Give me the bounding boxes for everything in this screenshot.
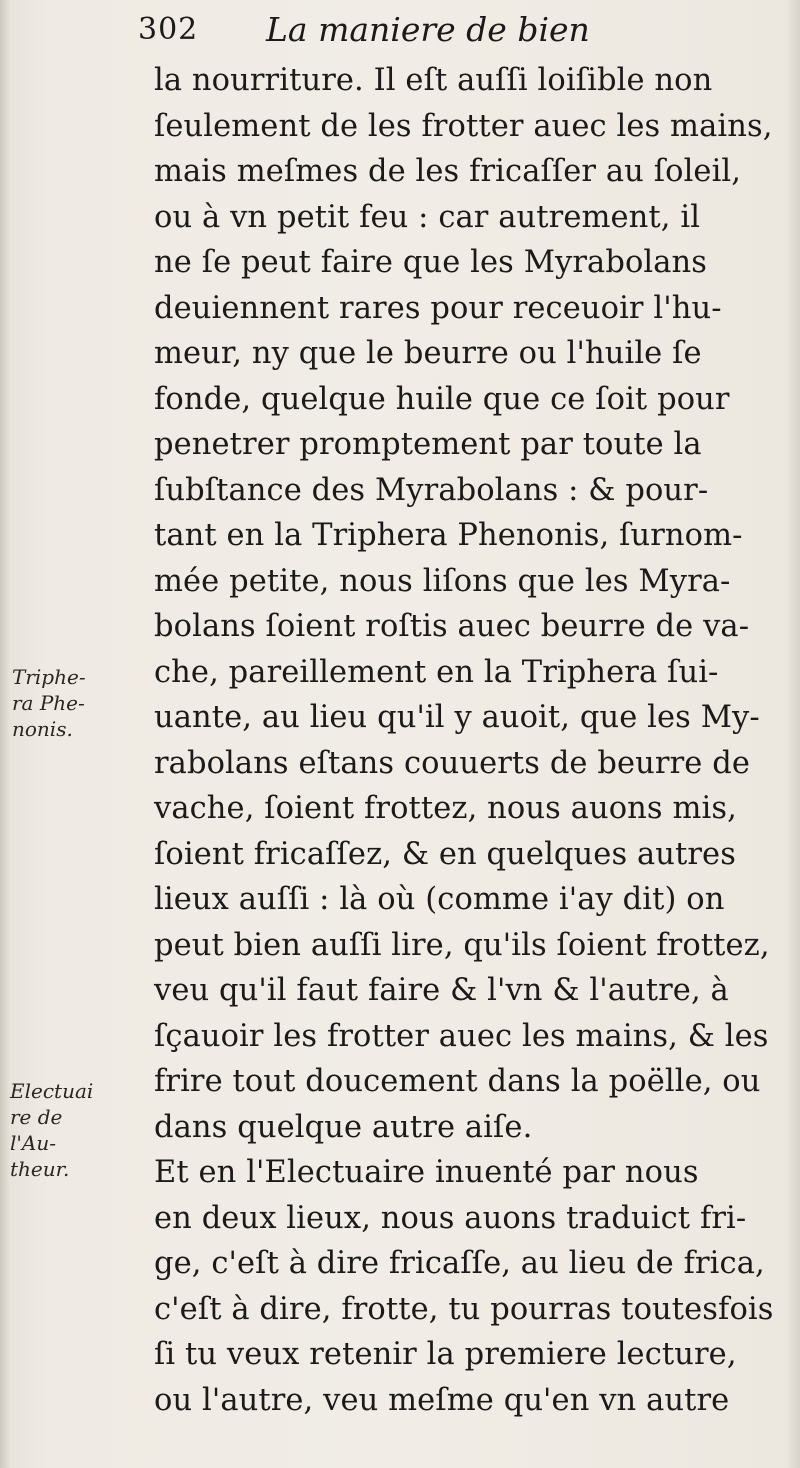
text-line: frire tout doucement dans la poëlle, ou xyxy=(154,1064,761,1099)
text-line: peut bien auſſi lire, qu'ils ſoient frottez, xyxy=(154,927,770,963)
margin-note-line: nonis. xyxy=(12,717,73,741)
text-line: ou à vn petit feu : car autrement, il xyxy=(154,199,701,235)
text-line: che, pareillement en la Triphera ſui- xyxy=(154,654,719,690)
text-line: c'eſt à dire, frotte, tu pourras toutesfois xyxy=(154,1291,774,1327)
text-line: Et en l'Electuaire inuenté par nous xyxy=(154,1155,699,1190)
text-line: meur, ny que le beurre ou l'huile ſe xyxy=(154,336,702,371)
running-head: La maniere de bien xyxy=(266,10,590,49)
text-line: ſubſtance des Myrabolans : & pour- xyxy=(154,472,709,508)
text-line: uante, au lieu qu'il y auoit, que les My- xyxy=(154,700,760,735)
margin-note-electuaire xyxy=(10,1078,93,1182)
text-line: ſi tu veux retenir la premiere lecture, xyxy=(154,1337,737,1372)
margin-note-line: re de xyxy=(10,1105,63,1129)
text-line: deuiennent rares pour receuoir l'hu- xyxy=(154,290,722,326)
text-line: tant en la Triphera Phenonis, ſurnom- xyxy=(154,518,743,553)
text-line: ne ſe peut faire que les Myrabolans xyxy=(154,245,708,280)
text-line: vache, ſoient frottez, nous auons mis, xyxy=(154,791,737,826)
body-text xyxy=(154,58,794,1423)
margin-note-line: Triphe- xyxy=(12,665,86,689)
page-edge-shadow xyxy=(786,0,800,1468)
text-line: en deux lieux, nous auons traduict fri- xyxy=(154,1200,747,1236)
margin-note-triphera xyxy=(12,664,86,742)
text-line: lieux auſſi : là où (comme i'ay dit) on xyxy=(154,882,725,917)
margin-note-line: l'Au- xyxy=(10,1131,56,1155)
text-line: ſeulement de les frotter auec les mains, xyxy=(154,108,773,144)
page-gutter-shadow xyxy=(0,0,10,1468)
margin-note-line: theur. xyxy=(10,1157,70,1181)
text-line: la nourriture. Il eſt auſſi loiſible non xyxy=(154,63,713,98)
text-line: bolans ſoient roſtis auec beurre de va- xyxy=(154,609,750,644)
text-line: veu qu'il faut faire & l'vn & l'autre, à xyxy=(154,973,729,1008)
text-line: ou l'autre, veu meſme qu'en vn autre xyxy=(154,1382,730,1418)
text-line: mée petite, nous liſons que les Myra- xyxy=(154,563,731,599)
text-line: mais meſmes de les fricaſſer au ſoleil, xyxy=(154,154,742,189)
text-line: dans quelque autre aiſe. xyxy=(154,1109,533,1145)
text-line: ge, c'eſt à dire fricaſſe, au lieu de frica, xyxy=(154,1246,765,1281)
margin-note-line: ra Phe- xyxy=(12,691,85,715)
text-line: ſçauoir les frotter auec les mains, & les xyxy=(154,1018,769,1054)
text-line: rabolans eſtans couuerts de beurre de xyxy=(154,745,750,781)
margin-note-line: Electuai xyxy=(10,1079,94,1103)
page-number: 302 xyxy=(138,12,199,47)
text-line: ſoient fricaſſez, & en quelques autres xyxy=(154,836,736,872)
text-line: fonde, quelque huile que ce ſoit pour xyxy=(154,381,730,417)
text-line: penetrer promptement par toute la xyxy=(154,427,702,462)
page-header xyxy=(138,8,778,56)
